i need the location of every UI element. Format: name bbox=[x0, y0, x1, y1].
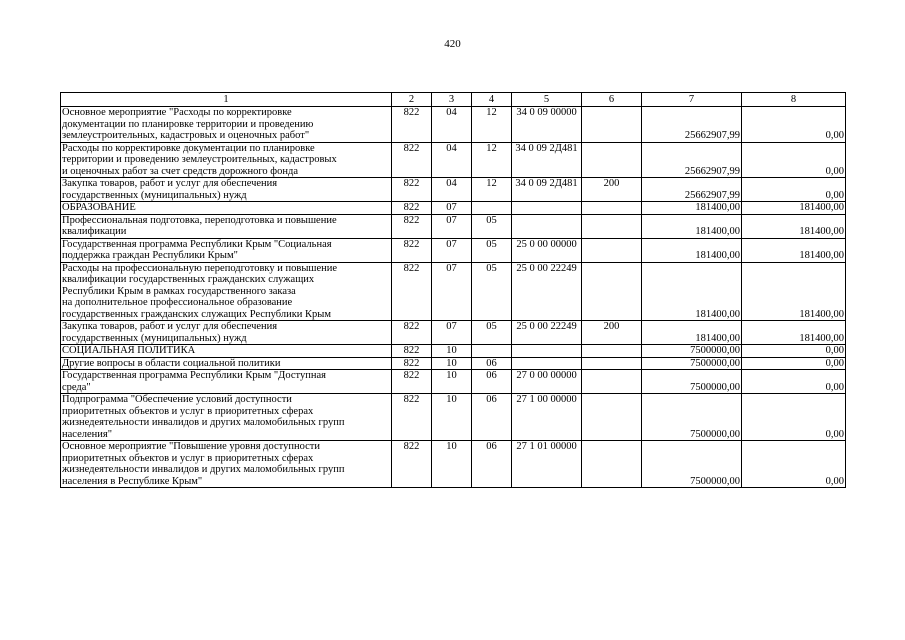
table-row bbox=[61, 107, 846, 143]
subsection-code-cell: 06 bbox=[472, 394, 512, 441]
subsection-code-cell: 06 bbox=[472, 370, 512, 394]
section-code-cell: 04 bbox=[432, 107, 472, 143]
table-row bbox=[61, 178, 846, 202]
expense-type-cell bbox=[582, 441, 642, 488]
row-name-cell: Расходы по корректировке документации по планировке территории и проведению землеустроительных, кадастровых и оценочных работ за счет средств дорожного фонда bbox=[61, 142, 392, 178]
amount-year1-cell: 181400,00 bbox=[642, 214, 742, 238]
ministry-code-cell: 822 bbox=[392, 321, 432, 345]
amount-year1-cell: 181400,00 bbox=[642, 321, 742, 345]
row-name-cell: Основное мероприятие "Расходы по корректировке документации по планировке территории и проведению землеустроительных, кадастровых и оценочных работ" bbox=[61, 107, 392, 143]
expense-type-cell bbox=[582, 357, 642, 370]
header-cell: 8 bbox=[742, 93, 846, 107]
row-name-cell: Подпрограмма "Обеспечение условий доступности приоритетных объектов и услуг в приоритетных сферах жизнедеятельности инвалидов и других маломобильных групп населения" bbox=[61, 394, 392, 441]
amount-year1-cell: 25662907,99 bbox=[642, 178, 742, 202]
target-article-cell: 25 0 00 22249 bbox=[512, 262, 582, 321]
section-code-cell: 04 bbox=[432, 142, 472, 178]
subsection-code-cell: 06 bbox=[472, 357, 512, 370]
table-row bbox=[61, 238, 846, 262]
table-row bbox=[61, 394, 846, 441]
subsection-code-cell: 05 bbox=[472, 262, 512, 321]
expense-type-cell bbox=[582, 262, 642, 321]
row-name-cell: Основное мероприятие "Повышение уровня доступности приоритетных объектов и услуг в приоритетных сферах жизнедеятельности инвалидов и других маломобильных групп населения в Республике Крым" bbox=[61, 441, 392, 488]
amount-year1-cell: 7500000,00 bbox=[642, 394, 742, 441]
section-code-cell: 10 bbox=[432, 441, 472, 488]
target-article-cell: 34 0 09 2Д481 bbox=[512, 142, 582, 178]
ministry-code-cell: 822 bbox=[392, 345, 432, 358]
target-article-cell: 34 0 09 2Д481 bbox=[512, 178, 582, 202]
amount-year2-cell: 181400,00 bbox=[742, 321, 846, 345]
amount-year2-cell: 0,00 bbox=[742, 107, 846, 143]
subsection-code-cell bbox=[472, 202, 512, 215]
section-code-cell: 10 bbox=[432, 394, 472, 441]
target-article-cell: 25 0 00 00000 bbox=[512, 238, 582, 262]
table-row bbox=[61, 321, 846, 345]
amount-year2-cell: 0,00 bbox=[742, 394, 846, 441]
target-article-cell bbox=[512, 345, 582, 358]
ministry-code-cell: 822 bbox=[392, 142, 432, 178]
section-code-cell: 07 bbox=[432, 214, 472, 238]
table-row bbox=[61, 142, 846, 178]
expense-type-cell bbox=[582, 238, 642, 262]
row-name-cell: ОБРАЗОВАНИЕ bbox=[61, 202, 392, 215]
target-article-cell: 25 0 00 22249 bbox=[512, 321, 582, 345]
expense-type-cell bbox=[582, 214, 642, 238]
target-article-cell bbox=[512, 357, 582, 370]
subsection-code-cell: 06 bbox=[472, 441, 512, 488]
header-cell: 7 bbox=[642, 93, 742, 107]
expense-type-cell: 200 bbox=[582, 321, 642, 345]
expense-type-cell bbox=[582, 370, 642, 394]
expense-type-cell bbox=[582, 107, 642, 143]
ministry-code-cell: 822 bbox=[392, 394, 432, 441]
ministry-code-cell: 822 bbox=[392, 262, 432, 321]
amount-year2-cell: 0,00 bbox=[742, 370, 846, 394]
row-name-cell: Государственная программа Республики Крым "Доступная среда" bbox=[61, 370, 392, 394]
amount-year2-cell: 181400,00 bbox=[742, 214, 846, 238]
ministry-code-cell: 822 bbox=[392, 441, 432, 488]
amount-year1-cell: 181400,00 bbox=[642, 238, 742, 262]
ministry-code-cell: 822 bbox=[392, 107, 432, 143]
amount-year1-cell: 25662907,99 bbox=[642, 107, 742, 143]
ministry-code-cell: 822 bbox=[392, 214, 432, 238]
section-code-cell: 07 bbox=[432, 262, 472, 321]
row-name-cell: Закупка товаров, работ и услуг для обеспечения государственных (муниципальных) нужд bbox=[61, 178, 392, 202]
subsection-code-cell: 12 bbox=[472, 178, 512, 202]
row-name-cell: Другие вопросы в области социальной политики bbox=[61, 357, 392, 370]
ministry-code-cell: 822 bbox=[392, 357, 432, 370]
table-header-row bbox=[61, 93, 846, 107]
target-article-cell: 27 0 00 00000 bbox=[512, 370, 582, 394]
ministry-code-cell: 822 bbox=[392, 178, 432, 202]
section-code-cell: 07 bbox=[432, 321, 472, 345]
table-row bbox=[61, 441, 846, 488]
subsection-code-cell bbox=[472, 345, 512, 358]
expense-type-cell bbox=[582, 394, 642, 441]
header-cell: 5 bbox=[512, 93, 582, 107]
amount-year1-cell: 7500000,00 bbox=[642, 370, 742, 394]
section-code-cell: 07 bbox=[432, 202, 472, 215]
target-article-cell bbox=[512, 202, 582, 215]
header-cell: 6 bbox=[582, 93, 642, 107]
table-row bbox=[61, 370, 846, 394]
header-cell: 2 bbox=[392, 93, 432, 107]
subsection-code-cell: 05 bbox=[472, 238, 512, 262]
section-code-cell: 07 bbox=[432, 238, 472, 262]
row-name-cell: Профессиональная подготовка, переподготовка и повышение квалификации bbox=[61, 214, 392, 238]
table-row bbox=[61, 262, 846, 321]
expense-type-cell bbox=[582, 202, 642, 215]
amount-year2-cell: 181400,00 bbox=[742, 238, 846, 262]
row-name-cell: СОЦИАЛЬНАЯ ПОЛИТИКА bbox=[61, 345, 392, 358]
table-body bbox=[61, 107, 846, 488]
table-row bbox=[61, 214, 846, 238]
header-cell: 3 bbox=[432, 93, 472, 107]
section-code-cell: 10 bbox=[432, 345, 472, 358]
table-row bbox=[61, 345, 846, 358]
expense-type-cell: 200 bbox=[582, 178, 642, 202]
ministry-code-cell: 822 bbox=[392, 370, 432, 394]
section-code-cell: 04 bbox=[432, 178, 472, 202]
table-row bbox=[61, 357, 846, 370]
amount-year2-cell: 181400,00 bbox=[742, 202, 846, 215]
section-code-cell: 10 bbox=[432, 357, 472, 370]
section-code-cell: 10 bbox=[432, 370, 472, 394]
amount-year1-cell: 7500000,00 bbox=[642, 345, 742, 358]
target-article-cell: 27 1 00 00000 bbox=[512, 394, 582, 441]
ministry-code-cell: 822 bbox=[392, 238, 432, 262]
expense-type-cell bbox=[582, 345, 642, 358]
expense-type-cell bbox=[582, 142, 642, 178]
header-cell: 1 bbox=[61, 93, 392, 107]
row-name-cell: Закупка товаров, работ и услуг для обеспечения государственных (муниципальных) нужд bbox=[61, 321, 392, 345]
amount-year1-cell: 25662907,99 bbox=[642, 142, 742, 178]
row-name-cell: Расходы на профессиональную переподготовку и повышение квалификации государственных гражданских служащих Республики Крым в рамках государственного заказа на дополнительное профессиональное образование государственных гражданских служащих Республики Крым bbox=[61, 262, 392, 321]
row-name-cell: Государственная программа Республики Крым "Социальная поддержка граждан Республики Крым" bbox=[61, 238, 392, 262]
subsection-code-cell: 05 bbox=[472, 214, 512, 238]
amount-year2-cell: 0,00 bbox=[742, 357, 846, 370]
subsection-code-cell: 05 bbox=[472, 321, 512, 345]
subsection-code-cell: 12 bbox=[472, 107, 512, 143]
header-cell: 4 bbox=[472, 93, 512, 107]
amount-year2-cell: 0,00 bbox=[742, 345, 846, 358]
target-article-cell: 34 0 09 00000 bbox=[512, 107, 582, 143]
amount-year2-cell: 181400,00 bbox=[742, 262, 846, 321]
subsection-code-cell: 12 bbox=[472, 142, 512, 178]
amount-year1-cell: 181400,00 bbox=[642, 262, 742, 321]
amount-year1-cell: 181400,00 bbox=[642, 202, 742, 215]
amount-year2-cell: 0,00 bbox=[742, 178, 846, 202]
target-article-cell bbox=[512, 214, 582, 238]
amount-year2-cell: 0,00 bbox=[742, 142, 846, 178]
amount-year1-cell: 7500000,00 bbox=[642, 357, 742, 370]
ministry-code-cell: 822 bbox=[392, 202, 432, 215]
amount-year2-cell: 0,00 bbox=[742, 441, 846, 488]
amount-year1-cell: 7500000,00 bbox=[642, 441, 742, 488]
budget-table bbox=[60, 92, 846, 488]
table-row bbox=[61, 202, 846, 215]
page-number: 420 bbox=[444, 38, 461, 50]
target-article-cell: 27 1 01 00000 bbox=[512, 441, 582, 488]
